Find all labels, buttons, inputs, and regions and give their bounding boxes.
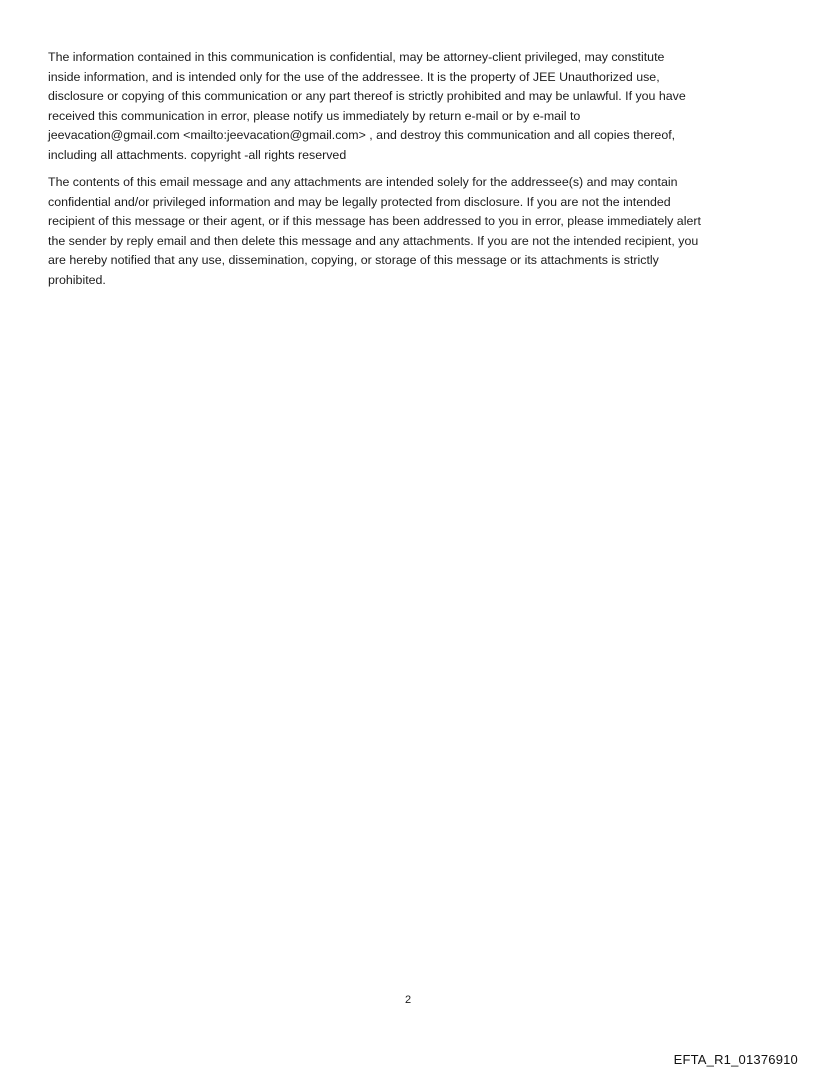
- page-number: 2: [404, 994, 412, 1006]
- email-disclaimer-paragraph: The contents of this email message and any attachments are intended solely for the addressee(s) and may contain confidential and/or privileged information and may be legally protected from disclosure. If you are not the intended recipient of this message or their agent, or if this message has been addressed to you in error, please immediately alert the sender by reply email and then delete this message and any attachments. If you are not the intended recipient, you are hereby notified that any use, dissemination, copying, or storage of this message or its attachments is strictly prohibited.: [48, 175, 701, 287]
- bates-number: EFTA_R1_01376910: [673, 1052, 798, 1067]
- confidentiality-notice-paragraph: The information contained in this communication is confidential, may be attorney-client privileged, may constitute inside information, and is intended only for the use of the addressee. It is the property of JEE Unauthorized use, disclosure or copying of this communication or any part thereof is strictly prohibited and may be unlawful. If you have received this communication in error, please notify us immediately by return e-mail or by e-mail to jeevacation@gmail.com <mailto:jeevacation@gmail.com> , and destroy this communication and all copies thereof, including all attachments. copyright -all rights reserved: [48, 50, 686, 162]
